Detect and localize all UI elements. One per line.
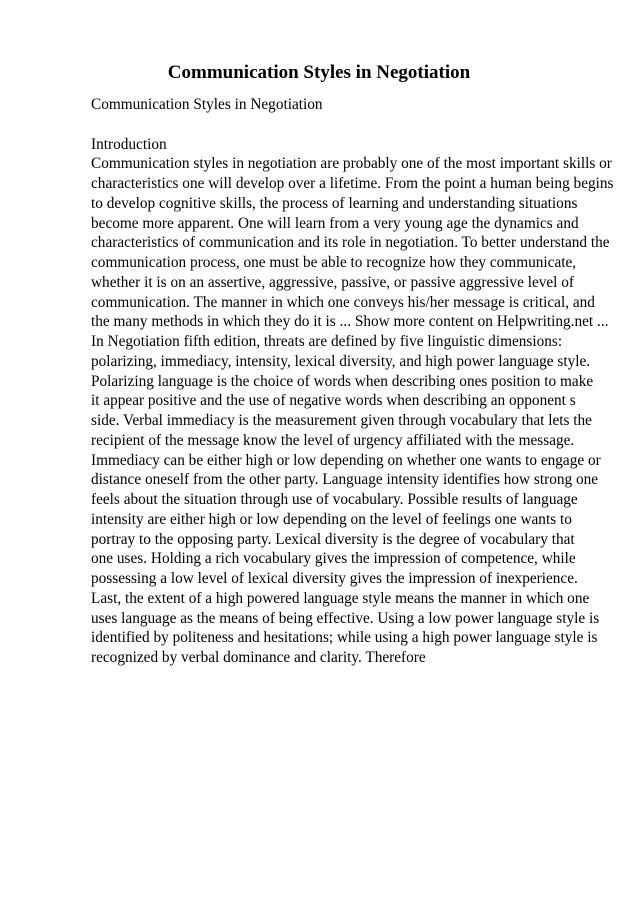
text-line: portray to the opposing party. Lexical diversity is the degree of vocabulary that [91,530,575,548]
text-line: distance oneself from the other party. Language intensity identifies how strong one [91,471,599,489]
text-line: recognized by verbal dominance and clarity. Therefore [91,649,426,666]
text-line: characteristics of communication and its role in negotiation. To better understand the [91,234,610,252]
text-line: communication process, one must be able to recognize how they communicate, [91,254,577,271]
document-subtitle: Communication Styles in Negotiation [91,96,323,113]
text-line: it appear positive and the use of negative words when describing an opponent s [91,392,576,410]
text-line: characteristics one will develop over a lifetime. From the point a human being begins [91,175,614,192]
text-line: In Negotiation fifth edition, threats are defined by five linguistic dimensions: [91,333,563,350]
text-line: to develop cognitive skills, the process of learning and understanding situations [91,194,578,212]
text-line: whether it is on an assertive, aggressive, passive, or passive aggressive level of [91,273,574,291]
text-line: Immediacy can be either high or low depending on whether one wants to engage or [91,451,601,469]
text-line: Communication styles in negotiation are probably one of the most important skills or [91,155,612,173]
document-body [91,95,614,668]
text-line: uses language as the means of being effective. Using a low power language style is [91,609,600,627]
text-line: side. Verbal immediacy is the measurement given through vocabulary that lets the [91,412,592,429]
document-title: Communication Styles in Negotiation [167,62,471,83]
text-line: communication. The manner in which one conveys his/her message is critical, and [91,293,595,311]
text-line: identified by politeness and hesitations; while using a high power language style is [91,629,598,647]
text-line: feels about the situation through use of vocabulary. Possible results of language [91,491,578,508]
text-line: the many methods in which they do it is ... Show more content on Helpwriting.net ... [91,313,609,331]
text-line: Last, the extent of a high powered language style means the manner in which one [91,589,590,607]
text-line: intensity are either high or low depending on the level of feelings one wants to [91,510,572,528]
text-line: possessing a low level of lexical diversity gives the impression of inexperience. [91,570,578,587]
text-line: one uses. Holding a rich vocabulary gives the impression of competence, while [91,550,576,568]
text-line: recipient of the message know the level of urgency affiliated with the message. [91,431,575,449]
text-line: become more apparent. One will learn from a very young age the dynamics and [91,214,579,232]
section-heading: Introduction [91,135,167,153]
text-line: Polarizing language is the choice of words when describing ones position to make [91,372,594,390]
text-line: polarizing, immediacy, intensity, lexical diversity, and high power language style. [91,352,591,370]
paragraph-gap [91,115,611,135]
